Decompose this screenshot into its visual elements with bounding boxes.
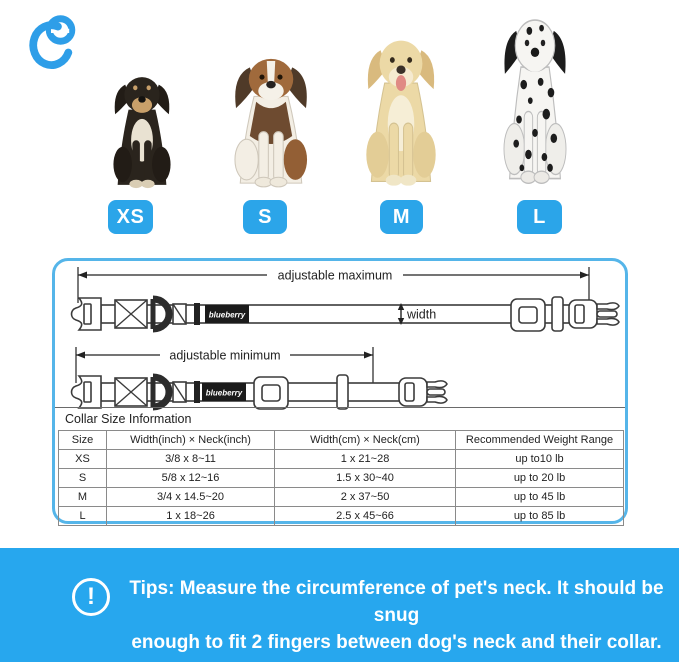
cell-width-cm: 2.5 x 45~66 — [275, 507, 456, 526]
table-row-xs — [59, 450, 624, 469]
size-badge-m: M — [380, 200, 423, 234]
cell-width-inch: 1 x 18~26 — [107, 507, 275, 526]
collar-diagram-maximum — [55, 287, 631, 341]
cell-weight: up to 45 lb — [456, 488, 624, 507]
dog-photo-xs-puppy — [100, 66, 184, 196]
cell-width-cm: 1.5 x 30~40 — [275, 469, 456, 488]
width-label: width — [407, 307, 437, 322]
cell-size: M — [59, 488, 107, 507]
dog-photo-m-golden-retriever — [350, 26, 452, 196]
collar-brand-label-min: blueberry — [205, 388, 243, 398]
cell-weight: up to 85 lb — [456, 507, 624, 526]
table-row-m — [59, 488, 624, 507]
size-badge-s: S — [243, 200, 287, 234]
exclamation-circle-icon: ! — [72, 578, 110, 616]
dog-photo-s-beagle — [218, 46, 324, 196]
cell-weight: up to 20 lb — [456, 469, 624, 488]
collar-info-box — [52, 258, 628, 524]
tips-text-line1: Tips: Measure the circumference of pet's neck. It should be snug — [129, 578, 664, 626]
tips-text — [128, 575, 665, 656]
cell-size: S — [59, 469, 107, 488]
size-badge-xs: XS — [108, 200, 153, 234]
collar-diagram-minimum — [55, 365, 475, 419]
table-title: Collar Size Information — [65, 412, 192, 426]
col-header-width-inch: Width(inch) × Neck(inch) — [107, 431, 275, 450]
table-row-s — [59, 469, 624, 488]
box-divider — [55, 407, 625, 408]
size-badge-l: L — [517, 200, 562, 234]
collar-brand-label-max: blueberry — [208, 310, 246, 320]
cell-width-inch: 3/4 x 14.5~20 — [107, 488, 275, 507]
cell-size: L — [59, 507, 107, 526]
adjustable-maximum-label: adjustable maximum — [277, 268, 393, 283]
tips-text-line2: enough to fit 2 fingers between dog's neck and their collar. — [131, 632, 662, 653]
blueberry-e-logo-icon — [25, 8, 77, 78]
col-header-size: Size — [59, 431, 107, 450]
cell-width-cm: 2 x 37~50 — [275, 488, 456, 507]
table-header-row — [59, 431, 624, 450]
table-row-l — [59, 507, 624, 526]
cell-width-inch: 5/8 x 12~16 — [107, 469, 275, 488]
col-header-width-cm: Width(cm) × Neck(cm) — [275, 431, 456, 450]
cell-size: XS — [59, 450, 107, 469]
cell-width-cm: 1 x 21~28 — [275, 450, 456, 469]
tips-banner — [0, 548, 679, 662]
dog-photo-l-dalmatian — [488, 4, 582, 192]
adjustable-minimum-label: adjustable minimum — [169, 348, 281, 363]
cell-width-inch: 3/8 x 8~11 — [107, 450, 275, 469]
cell-weight: up to10 lb — [456, 450, 624, 469]
col-header-weight: Recommended Weight Range — [456, 431, 624, 450]
collar-size-table — [58, 430, 624, 526]
